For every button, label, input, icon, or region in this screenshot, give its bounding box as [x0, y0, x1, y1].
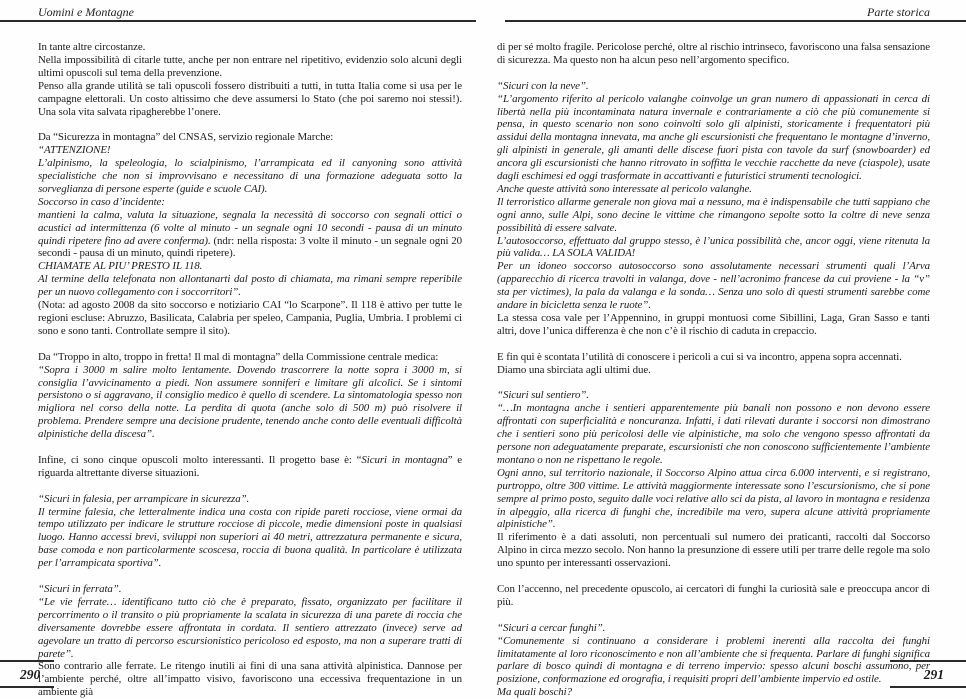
quoted-text-run: “…In montagna anche i sentieri apparentemente più banali non possono e non devono essere affrontati con superficialità e noncuranza. Infatti, i dati rilevati durante i soccorsi non dimostrano che i sentieri sono più pericolosi delle vie alpinistiche, ma solo che vengono spesso affrontati da persone non adeguatamente preparate, escursionisti che non conoscono sufficientemente l’ambiente montano o non ne rispettano le regole.	[497, 402, 930, 466]
quoted-text-run: Il termine falesia, che letteralmente indica una costa con ripide pareti rocciose, viene ormai da tempo utilizzato per indicare le strutture rocciose di piccole, medie dimensioni poste in qualsiasi luogo. Hanno accessi brevi, sviluppi non superiori ai 40 metri, attrezzatura permanente e sicura, base comoda e non particolarmente scoscesa, roccia di buona qualità. In particolare è utilizzata per l’arrampicata sportiva”.	[38, 505, 462, 570]
quoted-text-run: “Sopra i 3000 m salire molto lentamente. Dovendo trascorrere la notte sopra i 3000 m, si consiglia l’avvicinamento a piedi. Non assumere sonniferi e limitare gli alcolici. Se i sintomi persistono o si aggravano, il consiglio medico è quello di scendere. La sintomatologia spesso non migliora nel corso della notte. La perdita di quota (anche solo di 500 m) può risolvere il problema. Prendere sempre una decisione prudente, tenendo anche conto delle eventuali difficoltà alpinistiche della discesa”.	[38, 363, 462, 441]
quoted-text-run: Ma quali boschi?	[497, 686, 572, 699]
left-page-body	[38, 41, 462, 699]
quoted-text-run: “Sicuri sul sentiero”.	[497, 389, 589, 402]
text-run: La stessa cosa vale per l’Appennino, in gruppi montuosi come Sibillini, Laga, Gran Sasso e tanti altri, dove l’unica differenza è che non c’è il rischio di caduta in crepaccio.	[497, 312, 930, 337]
quoted-text-run: Sicuri in montagna	[361, 453, 448, 466]
right-page-number: 291	[890, 660, 966, 688]
quoted-text-run: “Le vie ferrate… identificano tutto ciò che è preparato, fissato, organizzato per facilitare il percorrimento o il transito o più propriamente la scalata in sicurezza di una parete di roccia che diversamente dovrebbe essere affrontata in cordata. Il sentiero attrezzato (invece) serve ad agevolare un tratto di percorso escursionistico pericoloso ed esposto, ma non a superare tratti di parete”.	[38, 595, 462, 660]
text-run: ” e riguarda altrettante diverse situazioni.	[38, 453, 463, 479]
paragraph	[497, 635, 930, 687]
text-run: Il riferimento è a dati assoluti, non percentuali sul numero dei praticanti, raccolti dal Soccorso Alpino in circa mezzo secolo. Non hanno la presunzione di essere utili per trarre delle regole ma solo uno spunto per interessanti osservazioni.	[497, 531, 930, 570]
paragraph	[38, 583, 462, 596]
paragraph	[497, 364, 930, 377]
right-page	[483, 0, 966, 699]
paragraph	[38, 364, 462, 441]
quoted-text-run: CHIAMATE AL PIU’ PRESTO IL 118.	[38, 260, 203, 273]
text-run: Infine, ci sono cinque opuscoli molto interessanti. Il progetto base è: “	[38, 453, 362, 466]
paragraph	[497, 583, 930, 609]
text-run: (Nota: ad agosto 2008 da sito soccorso e notiziario CAI “lo Scarpone”. Il 118 è attivo per tutte le regioni escluse: Abruzzo, Basilicata, Calabria per speleo, Campania, Puglia, Umbria. I problemi ci sono e sono tanti. Controllate sempre il sito).	[38, 299, 462, 337]
paragraph	[38, 41, 462, 54]
paragraph	[38, 209, 462, 261]
paragraph	[38, 454, 462, 480]
paragraph	[38, 493, 462, 506]
text-run: E fin qui è scontata l’utilità di conoscere i pericoli a cui si va incontro, appena sopra accennati.	[497, 350, 902, 363]
paragraph	[497, 622, 930, 635]
paragraph	[497, 389, 930, 402]
paragraph	[38, 196, 462, 209]
text-run: di per sé molto fragile. Pericolose perché, oltre al rischio intrinseco, favoriscono una falsa sensazione di sicurezza. Ma questo non ha alcun peso nell’argomento specifico.	[497, 41, 930, 66]
paragraph	[38, 131, 462, 144]
text-run: Da “Troppo in alto, troppo in fretta! Il mal di montagna” della Commissione centrale medica:	[38, 350, 439, 363]
text-run: In tante altre circostanze.	[38, 41, 146, 53]
paragraph	[497, 41, 930, 67]
quoted-text-run: “Comunemente si continuano a considerare i problemi inerenti alla raccolta dei funghi limitatamente al loro riconoscimento e non all’ambiente che si frequenta. Parlare di funghi significa parlare di bosco quindi di montagna e di terreno impervio: spesso alcuni boschi assumono, per posizione, conformazione ed orografia, i requisiti propri dell’ambiente impervio ed ostile.	[497, 634, 930, 686]
paragraph	[38, 273, 462, 299]
right-running-head: Parte storica	[867, 5, 930, 19]
paragraph	[497, 467, 930, 532]
paragraph	[38, 351, 462, 364]
quoted-text-run: “Sicuri con la neve”.	[497, 79, 589, 92]
text-run: Da “Sicurezza in montagna” del CNSAS, servizio regionale Marche:	[38, 131, 334, 144]
paragraph	[497, 351, 930, 364]
text-run: (ndr: nella risposta: 3 volte il minuto - un segnale ogni 20 secondi - pausa di un minuto, quindi ripetere).	[38, 234, 462, 260]
right-header-rule	[505, 20, 966, 22]
text-run: Nella impossibilità di citarle tutte, anche per non entrare nel ripetitivo, evidenzio solo alcuni degli ultimi opuscoli sul tema della prevenzione.	[38, 53, 462, 79]
quoted-text-run: Ogni anno, sul territorio nazionale, il Soccorso Alpino attua circa 6.000 interventi, e si registrano, purtroppo, oltre 300 vittime. Le attività maggiormente interessate sono l’escursionismo, che si pone sempre al primo posto, seguito dalle voci relative allo sci da pista, al lavoro in montagna e residenza in alpeggio, alla ricerca di funghi che, incredibile ma vero, supera alcune attività propriamente alpinistiche”.	[497, 466, 930, 531]
text-run: Con l’accenno, nel precedente opuscolo, ai cercatori di funghi la curiosità sale e preoccupa ancor di più.	[497, 583, 930, 608]
right-page-body	[497, 41, 930, 699]
paragraph	[38, 144, 462, 157]
quoted-text-run: mantieni la calma, valuta la situazione, segnala la necessità di soccorso con segnali ottici o acustici ad intermittenza (6 volte al minuto - un segnale ogni 10 secondi - pausa di un minuto quindi ripetere fino ad avere conferma).	[38, 208, 462, 247]
quoted-text-run: “Sicuri a cercar funghi”.	[497, 621, 606, 634]
paragraph	[38, 80, 462, 119]
quoted-text-run: “Sicuri in falesia, per arrampicare in sicurezza”.	[38, 492, 250, 505]
paragraph	[497, 312, 930, 338]
paragraph	[497, 196, 930, 235]
paragraph	[497, 235, 930, 261]
paragraph	[38, 54, 462, 80]
quoted-text-run: “ATTENZIONE!	[38, 144, 111, 157]
text-run: Sono contrario alle ferrate. Le ritengo inutili ai fini di una sana attività alpinistica. Dannose per l’ambiente perché, oltre all’impatto visivo, favoriscono una eccessiva frequentazione in un ambiente già	[38, 660, 462, 699]
quoted-text-run: Anche queste attività sono interessate al pericolo valanghe.	[497, 182, 752, 195]
paragraph	[497, 183, 930, 196]
text-run: Penso alla grande utilità se tali opuscoli fossero distribuiti a tutti, in tutta Italia come si usa per le campagne elettorali. Un costo altissimo che deve assumersi lo Stato (che poi saremo noi stessi!). Una sola vita salvata ripagherebbe l’onere.	[38, 79, 462, 118]
quoted-text-run: Soccorso in caso d’incidente:	[38, 195, 165, 208]
quoted-text-run: Al termine della telefonata non allontanarti dal posto di chiamata, ma rimani sempre reperibile per un nuovo collegamento con i soccorritori”.	[38, 273, 462, 299]
quoted-text-run: “Sicuri in ferrata”.	[38, 582, 122, 595]
paragraph	[38, 660, 462, 699]
quoted-text-run: L’alpinismo, la speleologia, lo scialpinismo, l’arrampicata ed il canyoning sono attività specialistiche che non si improvvisano e necessitano di una formazione adeguata sotto la sorveglianza di persone esperte (guide e scuole CAI).	[38, 157, 462, 195]
left-header-rule	[0, 20, 476, 22]
paragraph	[497, 80, 930, 93]
quoted-text-run: “L’argomento riferito al pericolo valanghe coinvolge un gran numero di appassionati in cerca di libertà nella più incontaminata natura invernale e contrariamente a ciò che più comunemente si pensa, in questo scenario non sono coinvolti solo gli alpinisti, storicamente i frequentatori più assidui della montagna innevata, ma anche gli escursionisti che frequentano le montagne d’inverno, gli alpinisti in generale, gli amanti delle discese fuori pista con tavole da surf (snowboarder) ed ancora gli escursionisti che hanno ritrovato in soffitta le vecchie racchette da neve (ciaspole), usate dagli eschimesi ed oggi trasformate in accattivanti e futuristici strumenti tecnologici.	[497, 92, 930, 183]
paragraph	[38, 157, 462, 196]
left-running-head: Uomini e Montagne	[38, 5, 134, 19]
quoted-text-run: Per un idoneo soccorso autosoccorso sono assolutamente necessari strumenti quali l’Arva (apparecchio di ricerca travolti in valanga, dove - nell’acronimo francese da cui proviene - la “v” sta per victimes), la pala da valanga e la sonda… Senza uno solo di questi strumenti sarebbe come andare in bicicletta senza le ruote”.	[497, 260, 930, 312]
left-page-number: 290	[0, 660, 54, 688]
paragraph	[38, 596, 462, 661]
paragraph	[38, 260, 462, 273]
text-run: Diamo una sbirciata agli ultimi due.	[497, 363, 651, 376]
paragraph	[38, 506, 462, 571]
paragraph	[497, 93, 930, 183]
paragraph	[497, 260, 930, 312]
paragraph	[497, 402, 930, 467]
paragraph	[497, 686, 930, 699]
quoted-text-run: L’autosoccorso, effettuato dal gruppo stesso, è l’unica possibilità che, ancor oggi, viene ritenuta la più valida… LA SOLA VALIDA!	[497, 234, 930, 260]
paragraph	[38, 299, 462, 338]
quoted-text-run: Il terroristico allarme generale non giova mai a nessuno, ma è indispensabile che tutti sappiano che ogni anno, sulle Alpi, sono decine le vittime che rimangono sepolte sotto la coltre di neve senza possibilità di essere salvate.	[497, 195, 930, 234]
paragraph	[497, 531, 930, 570]
